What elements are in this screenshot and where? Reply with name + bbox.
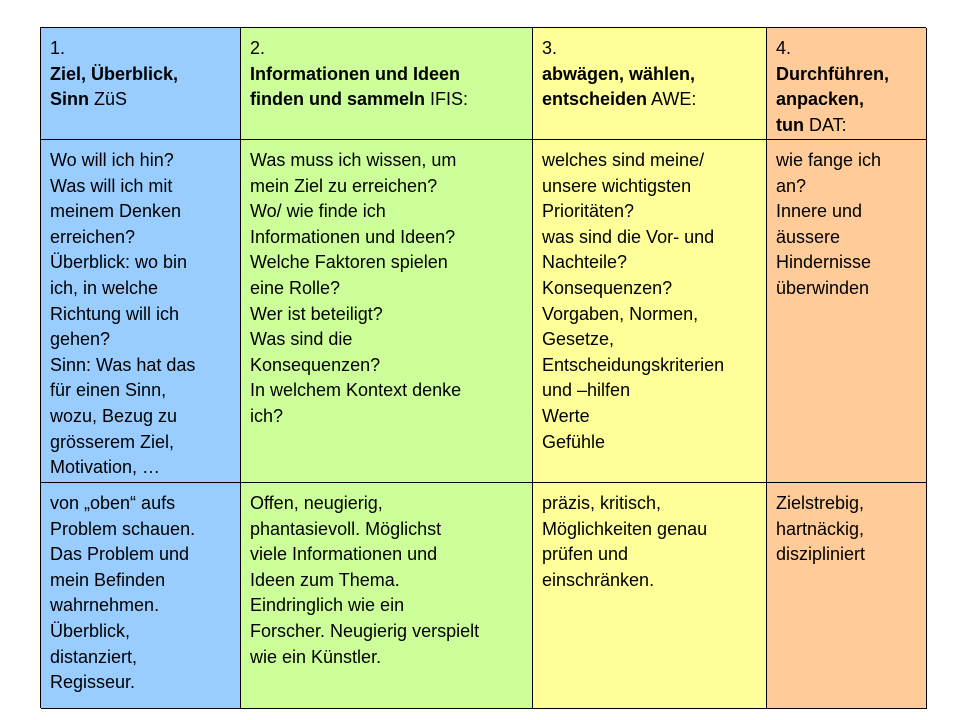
text-line: überwinden [776, 277, 870, 298]
header-title-line: entscheiden AWE: [542, 89, 697, 110]
header-title-line: Informationen und Ideen [250, 63, 460, 84]
text-line: In welchem Kontext denke [250, 380, 462, 401]
header-abbreviation: AWE: [651, 89, 697, 110]
text-line: Zielstrebig, [776, 493, 865, 513]
header-title-line: Sinn ZüS [50, 89, 128, 110]
header-number: 3. [542, 38, 558, 58]
text-line: Problem schauen. [50, 518, 196, 539]
header-abbreviation: ZüS [94, 89, 128, 110]
text-line: Ideen zum Thema. [250, 569, 400, 590]
text-line: für einen Sinn, [50, 380, 167, 401]
header-cell-4 [767, 28, 927, 140]
text-line: an? [776, 175, 807, 196]
text-line: meinem Denken [50, 201, 182, 222]
header-title-line: abwägen, wählen, [542, 63, 696, 84]
text-line: hartnäckig, [776, 518, 865, 539]
text-line: Was muss ich wissen, um [250, 150, 457, 170]
text-line: Wo will ich hin? [50, 150, 174, 170]
attitude-cell-3 [533, 483, 767, 709]
text-line: Prioritäten? [542, 201, 635, 222]
header-abbreviation: DAT: [809, 114, 847, 135]
text-line: Gefühle [542, 431, 606, 452]
text-line: Welche Faktoren spielen [250, 252, 448, 273]
header-cell-3 [533, 28, 767, 140]
header-title-line: Ziel, Überblick, [50, 63, 179, 84]
text-line: Offen, neugierig, [250, 493, 383, 513]
text-line: Möglichkeiten genau [542, 518, 708, 539]
header-title-line: Durchführen, [776, 63, 890, 84]
questions-cell-3 [533, 140, 767, 483]
header-title-line: tun DAT: [776, 114, 847, 135]
text-line: Was will ich mit [50, 175, 173, 196]
text-line: Informationen und Ideen? [250, 226, 456, 247]
attitude-cell-2 [241, 483, 533, 709]
text-line: ich? [250, 405, 284, 426]
text-line: mein Ziel zu erreichen? [250, 175, 438, 196]
text-line: Vorgaben, Normen, [542, 303, 699, 324]
text-line: wahrnehmen. [50, 595, 160, 616]
text-line: wie ein Künstler. [250, 646, 382, 667]
header-abbreviation: IFIS: [430, 89, 469, 110]
text-line: phantasievoll. Möglichst [250, 518, 442, 539]
questions-cell-1 [41, 140, 241, 483]
header-cell-2 [241, 28, 533, 140]
text-line: Wer ist beteiligt? [250, 303, 383, 324]
text-line: Richtung will ich [50, 303, 180, 324]
text-line: prüfen und [542, 544, 629, 565]
text-line: Regisseur. [50, 672, 136, 693]
text-line: Entscheidungskriterien [542, 354, 725, 375]
text-line: präzis, kritisch, [542, 493, 662, 513]
header-cell-1 [41, 28, 241, 140]
text-line: viele Informationen und [250, 544, 438, 565]
text-line: distanziert, [50, 646, 138, 667]
attitude-cell-4 [767, 483, 927, 709]
header-title-line: anpacken, [776, 89, 865, 110]
text-line: von „oben“ aufs [50, 493, 176, 513]
text-line: einschränken. [542, 569, 655, 590]
text-line: wie fange ich [776, 150, 882, 170]
text-line: Konsequenzen? [250, 354, 381, 375]
text-line: eine Rolle? [250, 277, 341, 298]
text-line: Nachteile? [542, 252, 628, 273]
text-line: äussere [776, 226, 841, 247]
text-line: Überblick: wo bin [50, 252, 188, 273]
questions-cell-2 [241, 140, 533, 483]
text-line: welches sind meine/ [542, 150, 705, 170]
text-line: diszipliniert [776, 544, 866, 565]
text-line: und –hilfen [542, 380, 631, 401]
text-line: ich, in welche [50, 277, 159, 298]
problem-solving-table [40, 27, 926, 708]
questions-cell-4 [767, 140, 927, 483]
text-line: Innere und [776, 201, 863, 222]
attitude-cell-1 [41, 483, 241, 709]
text-line: Motivation, … [50, 457, 161, 478]
text-line: Was sind die [250, 329, 353, 350]
text-line: Werte [542, 405, 590, 426]
text-line: gehen? [50, 329, 111, 350]
text-line: Forscher. Neugierig verspielt [250, 620, 480, 641]
text-line: wozu, Bezug zu [50, 405, 178, 426]
text-line: grösserem Ziel, [50, 431, 175, 452]
text-line: Überblick, [50, 620, 131, 641]
text-line: Das Problem und [50, 544, 190, 565]
text-line: Wo/ wie finde ich [250, 201, 386, 222]
header-title-line: finden und sammeln IFIS: [250, 89, 469, 110]
header-number: 4. [776, 38, 792, 58]
text-line: Sinn: Was hat das [50, 354, 196, 375]
text-line: was sind die Vor- und [542, 226, 715, 247]
text-line: mein Befinden [50, 569, 166, 590]
text-line: Eindringlich wie ein [250, 595, 405, 616]
text-line: Gesetze, [542, 329, 615, 350]
text-line: erreichen? [50, 226, 136, 247]
header-number: 2. [250, 38, 266, 58]
text-line: unsere wichtigsten [542, 175, 692, 196]
text-line: Hindernisse [776, 252, 872, 273]
header-number: 1. [50, 38, 66, 58]
text-line: Konsequenzen? [542, 277, 673, 298]
